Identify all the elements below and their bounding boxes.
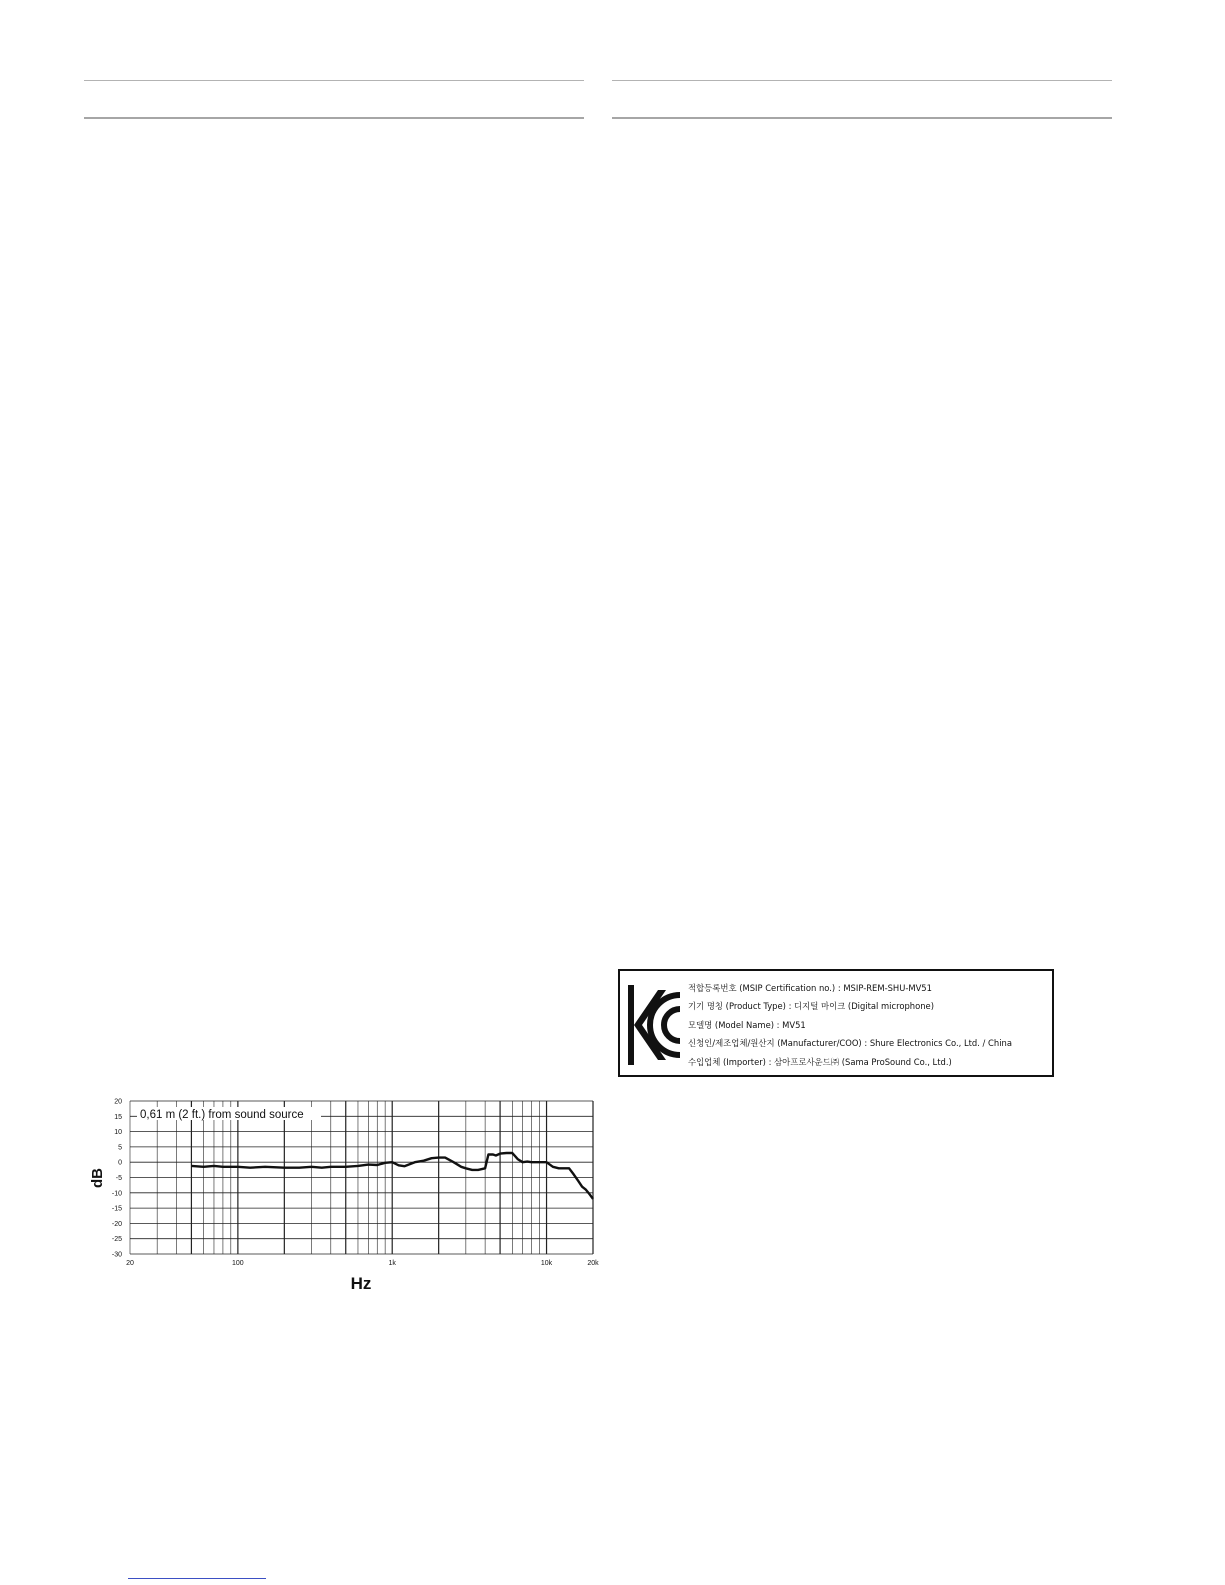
chart-grid xyxy=(130,1101,593,1254)
y-tick-label: -15 xyxy=(111,1205,122,1213)
frequency-response-chart xyxy=(80,1088,620,1303)
y-tick-label: 0 xyxy=(118,1159,122,1167)
y-axis-label: dB xyxy=(89,1168,106,1188)
x-tick-label: 20k xyxy=(587,1260,599,1267)
manufacturer-line: 신청인/제조업체/원산지 (Manufacturer/COO) : Shure Electronics Co., Ltd. / China xyxy=(688,1038,1012,1049)
y-tick-label: 15 xyxy=(114,1113,122,1121)
x-tick-label: 100 xyxy=(232,1260,244,1267)
y-tick-label: -10 xyxy=(111,1190,122,1198)
footer-link-underline xyxy=(128,1578,266,1579)
left-column-header-rule xyxy=(84,117,584,119)
right-column-header-rule xyxy=(612,117,1112,119)
certification-number-line: 적합등록번호 (MSIP Certification no.) : MSIP-REM-SHU-MV51 xyxy=(688,983,932,993)
product-type-line: 기기 명칭 (Product Type) : 디지털 마이크 (Digital microphone) xyxy=(688,1001,934,1012)
y-tick-label: -25 xyxy=(111,1236,122,1244)
kc-mark-logo xyxy=(628,985,682,1065)
y-tick-labels xyxy=(112,1099,122,1259)
y-tick-label: 20 xyxy=(114,1098,122,1106)
y-tick-label: 5 xyxy=(118,1144,122,1152)
x-axis-label: Hz xyxy=(350,1274,372,1293)
y-tick-label: -5 xyxy=(115,1175,122,1182)
y-tick-label: 10 xyxy=(114,1129,122,1137)
importer-line: 수입업체 (Importer) : 삼아프로사운드㈜ (Sama ProSound Co., Ltd.) xyxy=(688,1056,952,1067)
kc-certification-box xyxy=(618,969,1054,1077)
x-tick-label: 10k xyxy=(540,1260,553,1267)
left-column-top-rule xyxy=(84,80,584,81)
chart-annotation: 0,61 m (2 ft.) from sound source xyxy=(140,1109,304,1121)
model-name-line: 모델명 (Model Name) : MV51 xyxy=(688,1019,806,1030)
certification-details xyxy=(688,979,1050,1071)
x-tick-label: 1k xyxy=(388,1260,396,1267)
x-tick-label: 20 xyxy=(126,1260,134,1267)
x-tick-labels xyxy=(126,1260,599,1267)
y-tick-label: -30 xyxy=(111,1251,122,1259)
right-column-top-rule xyxy=(612,80,1112,81)
y-tick-label: -20 xyxy=(111,1220,122,1228)
